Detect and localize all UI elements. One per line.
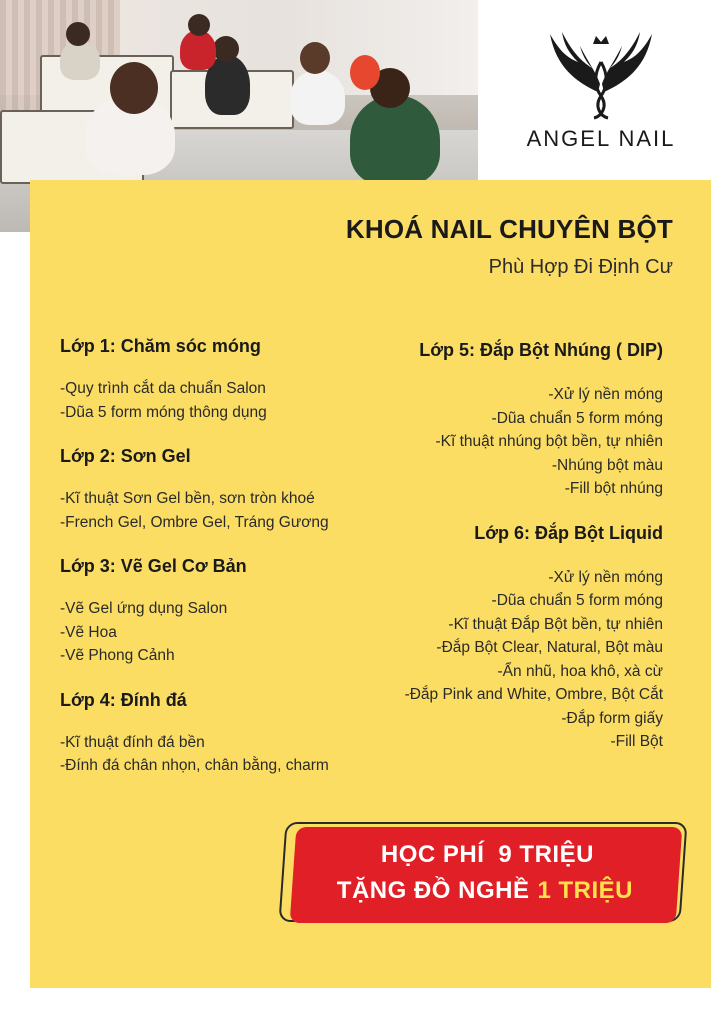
lesson-5 xyxy=(333,340,663,501)
lesson-title: Lớp 1: Chăm sóc móng xyxy=(60,336,261,356)
lesson-item: -Vẽ Gel ứng dụng Salon xyxy=(60,600,228,617)
tuition-label: HỌC PHÍ xyxy=(380,841,485,868)
lesson-title: Lớp 3: Vẽ Gel Cơ Bản xyxy=(60,556,247,576)
lesson-item: -Kĩ thuật Sơn Gel bền, sơn tròn khoé xyxy=(60,490,315,507)
lessons-right-column xyxy=(333,340,663,776)
course-panel xyxy=(30,180,711,988)
angel-wings-crown-icon xyxy=(546,22,656,122)
price-badge xyxy=(290,827,683,923)
course-subtitle: Phù Hợp Đi Định Cư xyxy=(488,256,673,278)
lesson-title: Lớp 6: Đắp Bột Liquid xyxy=(474,522,663,543)
lesson-item: -Fill bột nhúng xyxy=(564,480,663,497)
gift-amount: 1 TRIỆU xyxy=(537,877,633,904)
brand-logo xyxy=(478,0,724,180)
lesson-item: -Kĩ thuật đính đá bền xyxy=(60,733,205,751)
lesson-title: Lớp 2: Sơn Gel xyxy=(60,446,191,466)
lesson-item: -Xử lý nền móng xyxy=(548,386,663,403)
lesson-6 xyxy=(333,523,663,754)
lesson-item: -French Gel, Ombre Gel, Tráng Gương xyxy=(60,513,329,531)
gift-label: TẶNG ĐỒ NGHỀ xyxy=(336,877,530,904)
gift-line xyxy=(292,877,678,905)
tuition-amount: 9 TRIỆU xyxy=(498,841,594,868)
lesson-item: -Dũa chuẩn 5 form móng xyxy=(491,409,663,427)
lesson-item: -Đắp Pink and White, Ombre, Bột Cắt xyxy=(404,686,663,703)
lesson-item: -Nhúng bột màu xyxy=(551,456,663,474)
lesson-title: Lớp 5: Đắp Bột Nhúng ( DIP) xyxy=(419,340,663,360)
lesson-item: -Đính đá chân nhọn, chân bằng, charm xyxy=(60,757,329,774)
lesson-item: -Fill Bột xyxy=(610,733,663,750)
lesson-item: -Quy trình cắt da chuẩn Salon xyxy=(60,380,266,397)
lesson-item: -Dũa chuẩn 5 form móng xyxy=(491,592,663,609)
lesson-item: -Đắp form giấy xyxy=(561,709,663,727)
course-title: KHOÁ NAIL CHUYÊN BỘT xyxy=(345,214,673,244)
lesson-item: -Dũa 5 form móng thông dụng xyxy=(60,403,267,421)
lesson-title: Lớp 4: Đính đá xyxy=(60,689,187,710)
tuition-line xyxy=(294,841,680,869)
brand-name: ANGEL NAIL xyxy=(526,126,676,151)
lesson-item: -Kĩ thuật Đắp Bột bền, tự nhiên xyxy=(448,615,663,633)
lesson-item: -Xử lý nền móng xyxy=(548,568,663,586)
lesson-item: -Vẽ Hoa xyxy=(60,623,117,641)
lesson-item: -Ẩn nhũ, hoa khô, xà cừ xyxy=(497,662,663,680)
lesson-item: -Đắp Bột Clear, Natural, Bột màu xyxy=(436,639,663,656)
lesson-item: -Vẽ Phong Cảnh xyxy=(60,647,175,664)
lesson-item: -Kĩ thuật nhúng bột bền, tự nhiên xyxy=(435,433,663,450)
